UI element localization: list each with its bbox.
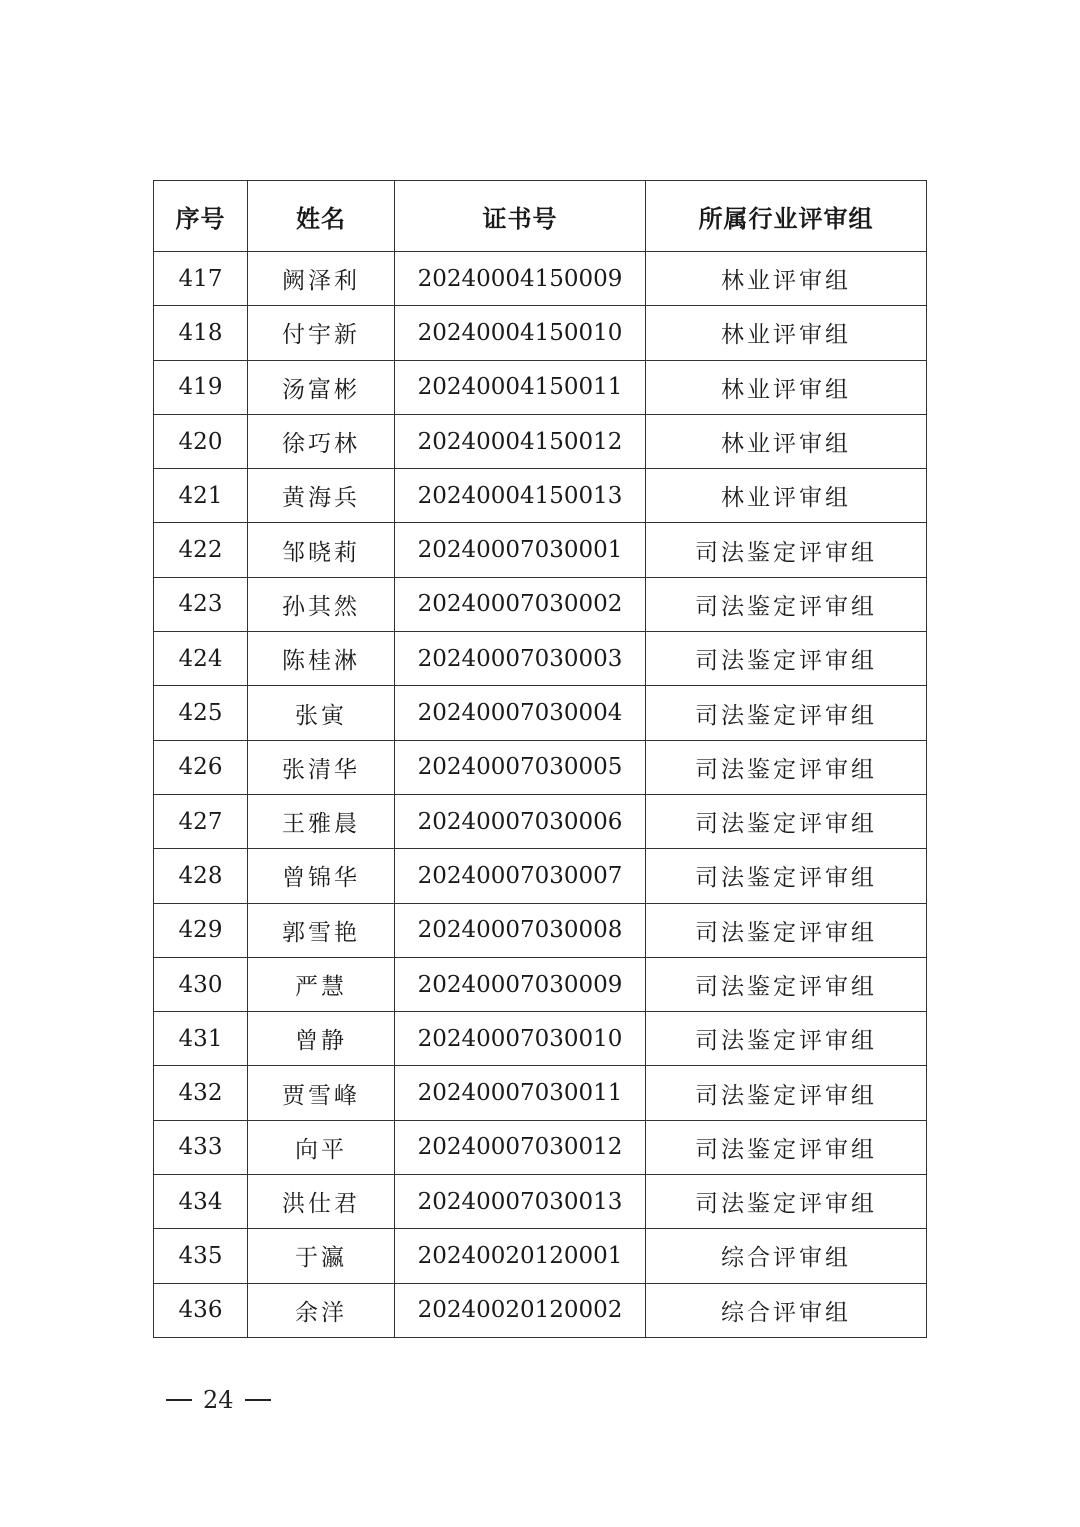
cell-name: 张清华 — [248, 740, 395, 794]
cell-index: 429 — [154, 903, 248, 957]
cell-name: 黄海兵 — [248, 469, 395, 523]
cell-name: 徐巧林 — [248, 414, 395, 468]
table-row — [154, 957, 927, 1011]
table-row — [154, 903, 927, 957]
cell-index: 418 — [154, 306, 248, 360]
cell-certificate: 20240007030009 — [395, 957, 646, 1011]
roster-table — [153, 180, 927, 1338]
cell-certificate: 20240007030006 — [395, 794, 646, 848]
cell-name: 阙泽利 — [248, 252, 395, 306]
cell-group: 司法鉴定评审组 — [646, 794, 927, 848]
header-index: 序号 — [154, 181, 248, 252]
table-row — [154, 794, 927, 848]
cell-certificate: 20240007030008 — [395, 903, 646, 957]
cell-certificate: 20240007030007 — [395, 849, 646, 903]
table-row — [154, 1175, 927, 1229]
cell-name: 孙其然 — [248, 577, 395, 631]
cell-index: 423 — [154, 577, 248, 631]
cell-index: 435 — [154, 1229, 248, 1283]
table-row — [154, 849, 927, 903]
cell-group: 司法鉴定评审组 — [646, 577, 927, 631]
table-row — [154, 686, 927, 740]
cell-index: 436 — [154, 1283, 248, 1337]
cell-certificate: 20240004150009 — [395, 252, 646, 306]
header-group: 所属行业评审组 — [646, 181, 927, 252]
table-row — [154, 306, 927, 360]
cell-certificate: 20240004150012 — [395, 414, 646, 468]
cell-group: 司法鉴定评审组 — [646, 632, 927, 686]
cell-group: 司法鉴定评审组 — [646, 1120, 927, 1174]
cell-group: 司法鉴定评审组 — [646, 957, 927, 1011]
cell-index: 417 — [154, 252, 248, 306]
table-row — [154, 1283, 927, 1337]
table-row — [154, 1066, 927, 1120]
cell-certificate: 20240007030012 — [395, 1120, 646, 1174]
cell-index: 433 — [154, 1120, 248, 1174]
cell-group: 司法鉴定评审组 — [646, 1012, 927, 1066]
cell-group: 司法鉴定评审组 — [646, 740, 927, 794]
cell-name: 王雅晨 — [248, 794, 395, 848]
right-dash — [245, 1399, 271, 1401]
cell-index: 430 — [154, 957, 248, 1011]
cell-certificate: 20240007030003 — [395, 632, 646, 686]
cell-group: 司法鉴定评审组 — [646, 686, 927, 740]
cell-name: 洪仕君 — [248, 1175, 395, 1229]
cell-group: 司法鉴定评审组 — [646, 903, 927, 957]
cell-name: 贾雪峰 — [248, 1066, 395, 1120]
cell-certificate: 20240007030010 — [395, 1012, 646, 1066]
cell-certificate: 20240007030011 — [395, 1066, 646, 1120]
table-row — [154, 469, 927, 523]
cell-certificate: 20240004150011 — [395, 360, 646, 414]
cell-certificate: 20240004150010 — [395, 306, 646, 360]
table-row — [154, 1229, 927, 1283]
cell-group: 林业评审组 — [646, 306, 927, 360]
cell-index: 422 — [154, 523, 248, 577]
cell-certificate: 20240007030004 — [395, 686, 646, 740]
cell-group: 司法鉴定评审组 — [646, 1066, 927, 1120]
cell-index: 432 — [154, 1066, 248, 1120]
cell-group: 综合评审组 — [646, 1283, 927, 1337]
cell-certificate: 20240004150013 — [395, 469, 646, 523]
cell-name: 邹晓莉 — [248, 523, 395, 577]
cell-name: 曾静 — [248, 1012, 395, 1066]
table-row — [154, 252, 927, 306]
cell-group: 司法鉴定评审组 — [646, 523, 927, 577]
cell-index: 424 — [154, 632, 248, 686]
cell-group: 综合评审组 — [646, 1229, 927, 1283]
cell-index: 421 — [154, 469, 248, 523]
cell-name: 付宇新 — [248, 306, 395, 360]
cell-index: 431 — [154, 1012, 248, 1066]
table-row — [154, 740, 927, 794]
cell-name: 曾锦华 — [248, 849, 395, 903]
cell-name: 汤富彬 — [248, 360, 395, 414]
table-row — [154, 360, 927, 414]
table-row — [154, 577, 927, 631]
cell-name: 陈桂淋 — [248, 632, 395, 686]
cell-group: 林业评审组 — [646, 414, 927, 468]
cell-certificate: 20240020120002 — [395, 1283, 646, 1337]
cell-index: 419 — [154, 360, 248, 414]
cell-certificate: 20240007030001 — [395, 523, 646, 577]
cell-group: 司法鉴定评审组 — [646, 849, 927, 903]
cell-certificate: 20240007030005 — [395, 740, 646, 794]
cell-group: 林业评审组 — [646, 252, 927, 306]
cell-index: 434 — [154, 1175, 248, 1229]
table-row — [154, 414, 927, 468]
cell-index: 420 — [154, 414, 248, 468]
cell-group: 林业评审组 — [646, 360, 927, 414]
page-number: 24 — [203, 1386, 234, 1414]
cell-index: 425 — [154, 686, 248, 740]
cell-index: 426 — [154, 740, 248, 794]
cell-index: 427 — [154, 794, 248, 848]
table-row — [154, 1120, 927, 1174]
cell-name: 于瀛 — [248, 1229, 395, 1283]
page-footer — [166, 1386, 271, 1414]
header-certificate: 证书号 — [395, 181, 646, 252]
cell-name: 向平 — [248, 1120, 395, 1174]
cell-name: 严慧 — [248, 957, 395, 1011]
table-row — [154, 523, 927, 577]
cell-name: 余洋 — [248, 1283, 395, 1337]
cell-group: 林业评审组 — [646, 469, 927, 523]
table-row — [154, 632, 927, 686]
left-dash — [166, 1399, 192, 1401]
cell-index: 428 — [154, 849, 248, 903]
cell-group: 司法鉴定评审组 — [646, 1175, 927, 1229]
table-body — [154, 252, 927, 1338]
cell-name: 郭雪艳 — [248, 903, 395, 957]
header-name: 姓名 — [248, 181, 395, 252]
cell-name: 张寅 — [248, 686, 395, 740]
cell-certificate: 20240020120001 — [395, 1229, 646, 1283]
cell-certificate: 20240007030013 — [395, 1175, 646, 1229]
table-row — [154, 1012, 927, 1066]
table-header-row — [154, 181, 927, 252]
cell-certificate: 20240007030002 — [395, 577, 646, 631]
